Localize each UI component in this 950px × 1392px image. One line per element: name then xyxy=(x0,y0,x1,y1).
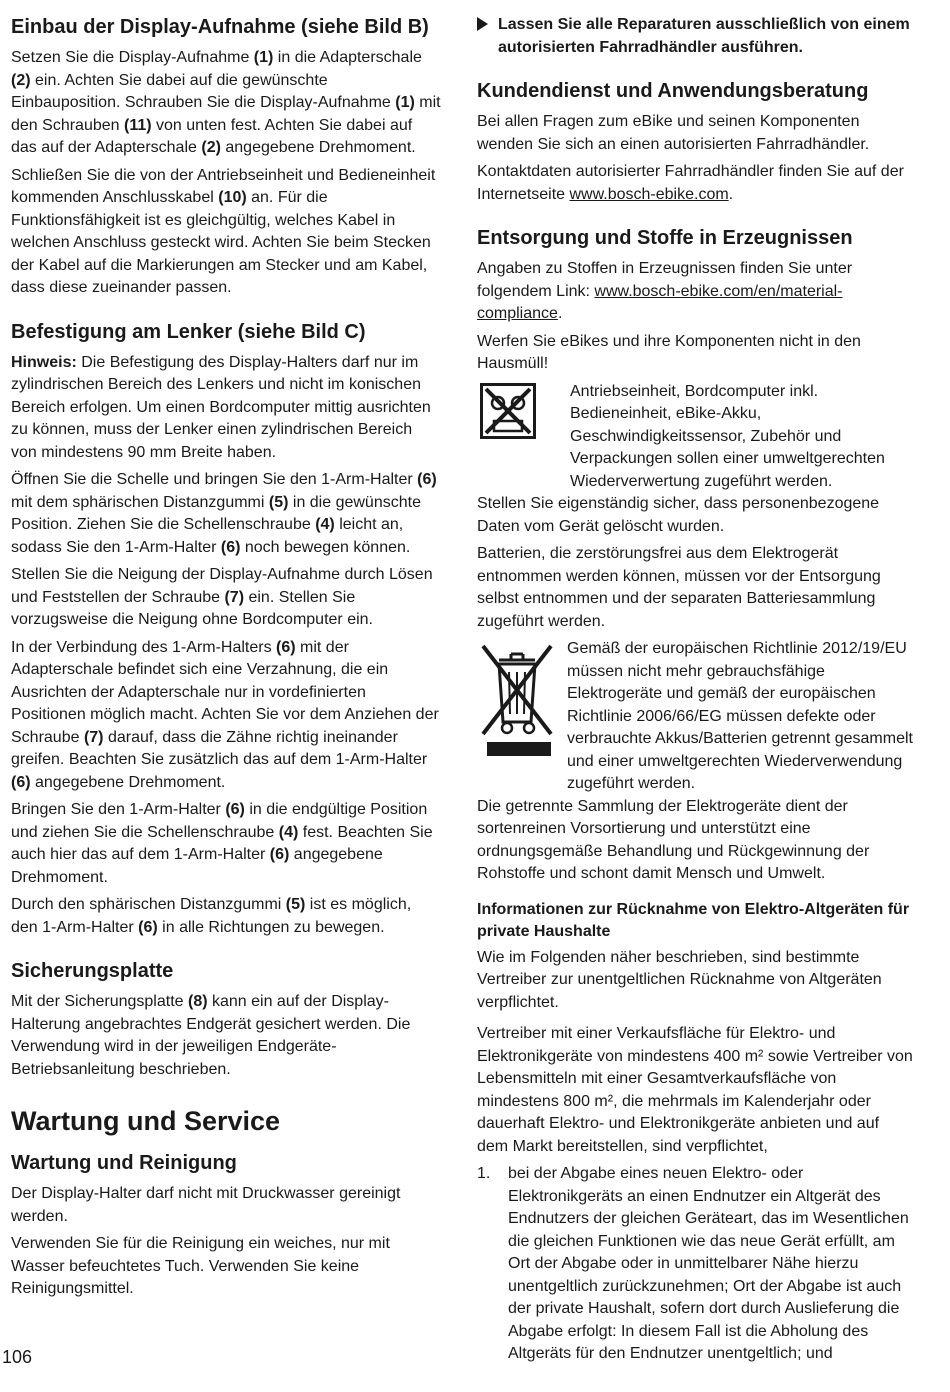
paragraph: Stellen Sie eigenständig sicher, dass personenbezogene Daten vom Gerät gelöscht wurden. xyxy=(477,495,880,535)
right-column xyxy=(477,14,913,1371)
recycling-note xyxy=(477,381,913,494)
page-number: 106 xyxy=(2,1347,33,1367)
paragraph: Angaben zu Stoffen in Erzeugnissen finden Sie unter folgendem Link: www.bosch-ebike.com/en/material-compliance. xyxy=(477,260,853,322)
paragraph: Bringen Sie den 1-Arm-Halter (6) in die endgültige Position und ziehen Sie die Schellenschraube (4) fest. Beachten Sie auch hier das auf dem 1-Arm-Halter (6) angegebene Drehmoment. xyxy=(11,801,433,886)
paragraph: Schließen Sie die von der Antriebseinheit und Bedieneinheit kommenden Anschlusskabel (10) an. Für die Funktionsfähigkeit ist es gleichgültig, welches Kabel in welchen Anschluss gesteckt wird. Achten Sie beim Stecken der Kabel auf die Markierungen am Stecker und am Kabel, dass diese zueinander passen. xyxy=(11,166,436,296)
paragraph: Stellen Sie die Neigung der Display-Aufnahme durch Lösen und Feststellen der Schraube (7) ein. Stellen Sie vorzugsweise die Neigung ohne Bordcomputer ein. xyxy=(11,566,433,628)
heading-info-ruecknahme: Informationen zur Rücknahme von Elektro-Altgeräten für private Haushalte xyxy=(477,900,910,940)
list-item: 1. bei der Abgabe eines neuen Elektro- oder Elektronikgeräts an einen Endnutzer ein Altgerät des Endnutzers der gleichen Geräteart, das im Wesentlichen die gleichen Funktionen wie das neue Gerät erfüllt, am Ort der Abgabe oder in unmittelbarer Nähe hierzu unentgeltlich zurückzunehmen; Ort der Abgabe ist auch der private Haushalt, sofern dort durch Auslieferung die Abgabe erfolgt: In diesem Fall ist die Abholung des Altgeräts für den Endnutzer unentgeltlich; und xyxy=(477,1165,909,1362)
weee-note xyxy=(477,638,913,796)
paragraph: Der Display-Halter darf nicht mit Druckwasser gereinigt werden. xyxy=(11,1185,401,1225)
paragraph: Batterien, die zerstörungsfrei aus dem Elektrogerät entnommen werden können, müssen vor der Entsorgung selbst entnommen und der separaten Batteriesammlung zugeführt werden. xyxy=(477,545,881,630)
heading-entsorgung: Entsorgung und Stoffe in Erzeugnissen xyxy=(477,227,853,249)
heading-sicherungsplatte: Sicherungsplatte xyxy=(11,960,174,982)
paragraph: In der Verbindung des 1-Arm-Halters (6) mit der Adapterschale befindet sich eine Verzahnung, die ein Ausrichten der Adapterschale nur in vordefinierten Positionen möglich macht. Achten Sie vor dem Anziehen der Schraube (7) darauf, dass die Zähne richtig ineinander greifen. Beachten Sie zusätzlich das auf dem 1-Arm-Halter (6) angegebene Drehmoment. xyxy=(11,638,439,791)
heading-wartung-reinigung: Wartung und Reinigung xyxy=(11,1152,237,1174)
paragraph: Hinweis: Die Befestigung des Display-Halters darf nur im zylindrischen Bereich des Lenkers und nicht im konischen Bereich erfolgen. Um einen Bordcomputer mittig ausrichten zu können, muss der Lenker einen zylindrischen Bereich von mindestens 90 mm Breite haben. xyxy=(11,353,431,461)
paragraph: Gemäß der europäischen Richtlinie 2012/19/EU müssen nicht mehr gebrauchsfähige Elektrogeräte und gemäß der europäischen Richtlinie 2006/66/EG müssen defekte oder verbrauchte Akkus/Batterien getrennt gesammelt und einer umweltgerechten Wiederverwendung zugeführt werden. xyxy=(567,640,913,792)
bullet-item: Lassen Sie alle Reparaturen ausschließlich von einem autorisierten Fahrradhändler ausführen. xyxy=(477,14,913,59)
paragraph: Die getrennte Sammlung der Elektrogeräte dient der sortenreinen Vorsortierung und unterstützt eine ordnungsgemäße Behandlung und Rückgewinnung der Rohstoffe und schont damit Mensch und Umwelt. xyxy=(477,797,870,882)
paragraph: Vertreiber mit einer Verkaufsfläche für Elektro- und Elektronikgeräte von mindestens 400 m² sowie Vertreiber von Lebensmitteln mit einer Gesamtverkaufsfläche von mindestens 800 m², die mehrmals im Kalenderjahr oder dauerhaft Elektro- und Elektronikgeräte anbieten und auf dem Markt bereitstellen, sind verpflichtet, xyxy=(477,1025,913,1155)
heading-einbau: Einbau der Display-Aufnahme (siehe Bild B) xyxy=(11,16,429,38)
paragraph: Verwenden Sie für die Reinigung ein weiches, nur mit Wasser befeuchtetes Tuch. Verwenden Sie keine Reinigungsmittel. xyxy=(11,1235,390,1297)
paragraph: Setzen Sie die Display-Aufnahme (1) in die Adapterschale (2) ein. Achten Sie dabei auf die gewünschte Einbauposition. Schrauben Sie die Display-Aufnahme (1) mit den Schrauben (11) von unten fest. Achten Sie dabei auf das auf der Adapterschale (2) angegebene Drehmoment. xyxy=(11,49,441,156)
triangle-bullet-icon xyxy=(477,17,488,31)
heading-wartung-service: Wartung und Service xyxy=(11,1106,281,1136)
paragraph: Durch den sphärischen Distanzgummi (5) ist es möglich, den 1-Arm-Halter (6) in alle Richtungen zu bewegen. xyxy=(11,896,412,936)
paragraph: Werfen Sie eBikes und ihre Komponenten nicht in den Hausmüll! xyxy=(477,332,861,372)
paragraph: Öffnen Sie die Schelle und bringen Sie den 1-Arm-Halter (6) mit dem sphärischen Distanzgummi (5) in die gewünschte Position. Ziehen Sie die Schellenschraube (4) leicht an, sodass Sie den 1-Arm-Halter (6) noch bewegen können. xyxy=(11,471,437,556)
paragraph: Antriebseinheit, Bordcomputer inkl. Bedieneinheit, eBike-Akku, Geschwindigkeitssensor, Zubehör und Verpackungen sollen einer umweltgerechten Wiederverwertung zugeführt werden. xyxy=(570,382,885,490)
heading-befestigung: Befestigung am Lenker (siehe Bild C) xyxy=(11,320,366,343)
paragraph: Mit der Sicherungsplatte (8) kann ein auf der Display-Halterung angebrachtes Endgerät gesichert werden. Die Verwendung wird in der jeweiligen Endgeräte-Betriebsanleitung beschrieben. xyxy=(11,993,411,1078)
heading-kundendienst: Kundendienst und Anwendungsberatung xyxy=(477,80,869,102)
material-compliance-link[interactable]: www.bosch-ebike.com/en/material-compliance xyxy=(477,282,843,322)
paragraph: Bei allen Fragen zum eBike und seinen Komponenten wenden Sie sich an einen autorisierten Fahrradhändler. xyxy=(477,113,870,153)
left-column xyxy=(11,14,441,1306)
bosch-ebike-link[interactable]: www.bosch-ebike.com xyxy=(569,185,729,203)
paragraph: Kontaktdaten autorisierter Fahrradhändler finden Sie auf der Internetseite www.bosch-ebike.com. xyxy=(477,163,904,203)
no-household-waste-icon xyxy=(480,383,536,439)
paragraph: Wie im Folgenden näher beschrieben, sind bestimmte Vertreiber zur unentgeltlichen Rücknahme von Altgeräten verpflichtet. xyxy=(477,948,882,1011)
crossed-out-wheelie-bin-icon xyxy=(477,642,557,758)
